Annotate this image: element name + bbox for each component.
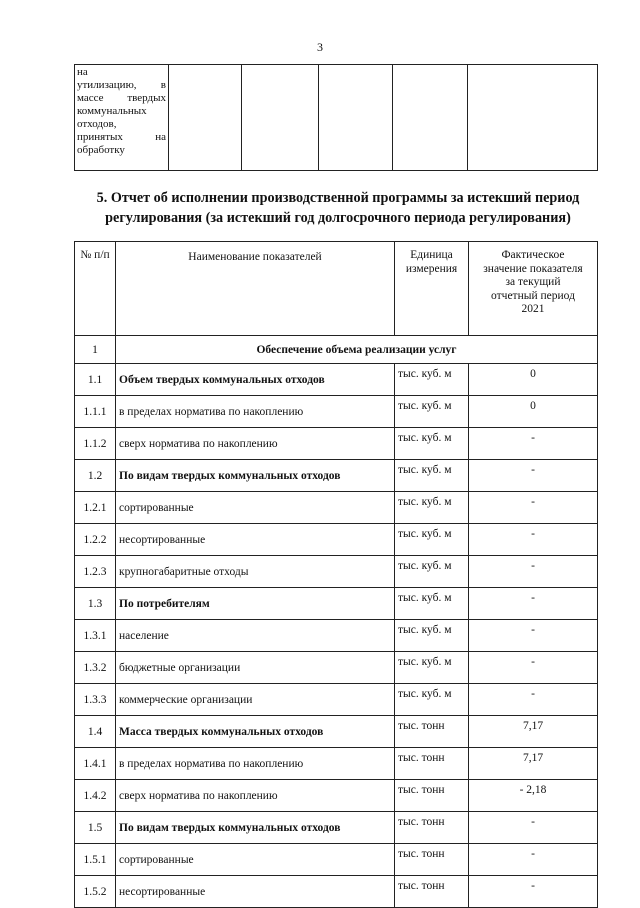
fragment-line: принятых на	[77, 131, 166, 143]
report-table	[74, 241, 598, 908]
table-row	[75, 780, 598, 812]
row-num: 1.3	[75, 588, 116, 620]
row-value: -	[469, 844, 598, 876]
row-name: По потребителям	[116, 588, 395, 620]
row-name: Масса твердых коммунальных отходов	[116, 716, 395, 748]
header-value-line: за текущий	[505, 276, 561, 288]
row-value: -	[469, 588, 598, 620]
section-row	[75, 336, 598, 364]
row-unit: тыс. тонн	[395, 812, 469, 844]
header-unit-line: Единица	[410, 249, 453, 261]
table-row	[75, 620, 598, 652]
row-num: 1.5	[75, 812, 116, 844]
row-value: -	[469, 524, 598, 556]
row-num: 1.5.2	[75, 876, 116, 908]
row-num: 1.2.2	[75, 524, 116, 556]
row-unit: тыс. тонн	[395, 844, 469, 876]
row-num: 1.3.1	[75, 620, 116, 652]
row-value: -	[469, 492, 598, 524]
row-unit: тыс. куб. м	[395, 620, 469, 652]
row-num: 1.1	[75, 364, 116, 396]
row-value: 7,17	[469, 748, 598, 780]
header-unit	[395, 242, 469, 336]
row-name: сортированные	[116, 492, 395, 524]
empty-cell	[242, 65, 319, 171]
row-num: 1.2	[75, 460, 116, 492]
row-num: 1.4	[75, 716, 116, 748]
row-unit: тыс. куб. м	[395, 492, 469, 524]
table-row	[75, 364, 598, 396]
fragment-line: коммунальных	[77, 105, 147, 117]
row-value: -	[469, 652, 598, 684]
table-row	[75, 428, 598, 460]
table-row	[75, 684, 598, 716]
row-value: -	[469, 876, 598, 908]
fragment-line: массе твердых	[77, 92, 166, 104]
row-unit: тыс. куб. м	[395, 652, 469, 684]
row-name: сортированные	[116, 844, 395, 876]
table-row	[75, 844, 598, 876]
header-value-line: значение показателя	[483, 262, 583, 275]
row-unit: тыс. куб. м	[395, 588, 469, 620]
table-row	[75, 812, 598, 844]
row-name: сверх норматива по накоплению	[116, 780, 395, 812]
row-unit: тыс. тонн	[395, 716, 469, 748]
table-header-row	[75, 242, 598, 336]
row-value: 0	[469, 396, 598, 428]
row-name: Объем твердых коммунальных отходов	[116, 364, 395, 396]
row-value: -	[469, 428, 598, 460]
row-unit: тыс. тонн	[395, 780, 469, 812]
table-row	[75, 492, 598, 524]
table-row	[75, 65, 598, 171]
table-row	[75, 588, 598, 620]
row-name: в пределах норматива по накоплению	[116, 396, 395, 428]
table-row	[75, 524, 598, 556]
page-number: 3	[317, 40, 323, 54]
header-value-line: отчетный период	[491, 289, 575, 302]
row-value: -	[469, 460, 598, 492]
row-unit: тыс. куб. м	[395, 524, 469, 556]
row-unit: тыс. куб. м	[395, 396, 469, 428]
header-value-line: Фактическое	[501, 249, 565, 261]
row-name: сверх норматива по накоплению	[116, 428, 395, 460]
row-name: несортированные	[116, 524, 395, 556]
header-num: № п/п	[75, 242, 116, 336]
row-value: 7,17	[469, 716, 598, 748]
row-unit: тыс. куб. м	[395, 364, 469, 396]
row-unit: тыс. куб. м	[395, 556, 469, 588]
row-unit: тыс. куб. м	[395, 684, 469, 716]
empty-cell	[393, 65, 468, 171]
row-unit: тыс. куб. м	[395, 428, 469, 460]
row-unit: тыс. тонн	[395, 876, 469, 908]
row-value: -	[469, 684, 598, 716]
section-title-line: регулирования (за истекший год долгосрочного периода регулирования)	[105, 210, 571, 226]
row-unit: тыс. тонн	[395, 748, 469, 780]
row-num: 1.5.1	[75, 844, 116, 876]
row-num: 1	[75, 336, 116, 364]
row-num: 1.2.1	[75, 492, 116, 524]
row-name: По видам твердых коммунальных отходов	[116, 460, 395, 492]
row-num: 1.4.2	[75, 780, 116, 812]
empty-cell	[468, 65, 598, 171]
row-name: в пределах норматива по накоплению	[116, 748, 395, 780]
table-row	[75, 460, 598, 492]
empty-cell	[319, 65, 393, 171]
fragment-line: обработку	[77, 144, 125, 156]
header-value-line: 2021	[521, 303, 545, 315]
row-name: несортированные	[116, 876, 395, 908]
row-value: - 2,18	[469, 780, 598, 812]
row-value: -	[469, 556, 598, 588]
fragment-line: отходов,	[77, 118, 117, 130]
row-name: население	[116, 620, 395, 652]
row-value: 0	[469, 364, 598, 396]
empty-cell	[169, 65, 242, 171]
row-value: -	[469, 620, 598, 652]
row-num: 1.1.1	[75, 396, 116, 428]
row-name: По видам твердых коммунальных отходов	[116, 812, 395, 844]
row-name: коммерческие организации	[116, 684, 395, 716]
row-num: 1.1.2	[75, 428, 116, 460]
fragment-line: утилизацию, в	[77, 79, 166, 91]
row-value: -	[469, 812, 598, 844]
table-row	[75, 556, 598, 588]
header-name: Наименование показателей	[116, 242, 395, 336]
previous-table-fragment	[74, 64, 598, 171]
section-title-line: 5. Отчет об исполнении производственной программы за истекший период	[96, 190, 580, 206]
table-row	[75, 396, 598, 428]
section-row-name: Обеспечение объема реализации услуг	[116, 336, 598, 364]
header-value	[469, 242, 598, 336]
row-name: бюджетные организации	[116, 652, 395, 684]
row-num: 1.4.1	[75, 748, 116, 780]
fragment-line: на	[77, 66, 88, 78]
table-row	[75, 716, 598, 748]
row-num: 1.3.2	[75, 652, 116, 684]
section-title	[78, 188, 598, 228]
table-row	[75, 876, 598, 908]
row-num: 1.2.3	[75, 556, 116, 588]
row-unit: тыс. куб. м	[395, 460, 469, 492]
row-name: крупногабаритные отходы	[116, 556, 395, 588]
table-row	[75, 748, 598, 780]
fragment-text-cell	[75, 65, 169, 171]
row-num: 1.3.3	[75, 684, 116, 716]
table-row	[75, 652, 598, 684]
header-unit-line: измерения	[405, 262, 458, 275]
